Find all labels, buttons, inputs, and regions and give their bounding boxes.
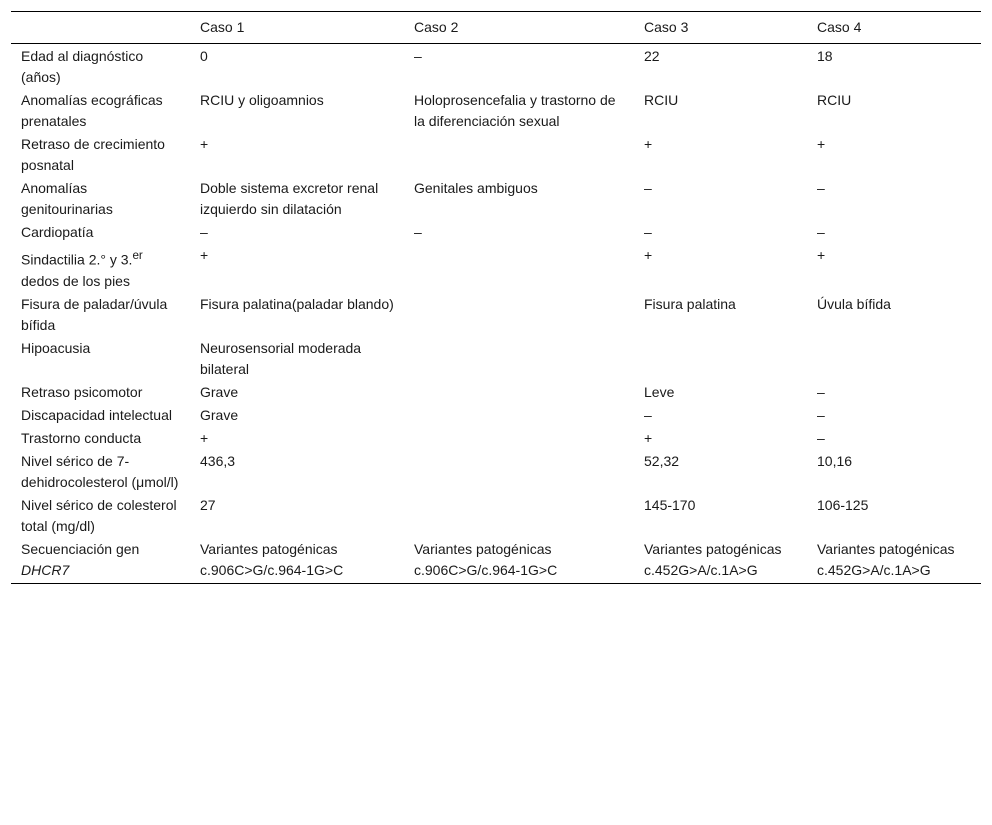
table-cell: –: [644, 180, 652, 196]
table-container: [11, 11, 981, 584]
table-cell: [404, 338, 634, 382]
row-label-text: Sindactilia 2.° y 3.: [21, 251, 133, 268]
table-cell: [807, 338, 981, 382]
table-row: [11, 338, 981, 382]
table-cell: –: [817, 180, 825, 196]
header-caso-4: Caso 4: [817, 19, 862, 35]
table-cell: [404, 294, 634, 338]
row-label: Edad al diagnóstico (años): [21, 48, 144, 85]
table-cell: –: [414, 48, 422, 64]
table-cell: +: [200, 136, 209, 152]
header-row: [11, 12, 981, 44]
table-cell: 0: [200, 48, 208, 64]
row-label: Discapacidad intelectual: [21, 406, 172, 423]
table-cell: RCIU: [644, 92, 679, 108]
table-cell: 106-125: [817, 496, 869, 513]
table-cell: Neurosensorial moderada bilateral: [200, 339, 362, 377]
row-label: Retraso de crecimiento posnatal: [21, 136, 165, 173]
table-cell: +: [644, 247, 653, 263]
table-cell: Variantes patogénicas c.452G>A/c.1A>G: [817, 540, 955, 578]
header-caso-1: Caso 1: [200, 19, 245, 35]
header-caso-2: Caso 2: [414, 19, 459, 35]
table-cell: Holoprosencefalia y trastorno de la diferenciación sexual: [414, 92, 616, 129]
row-label-text: Secuenciación gen: [21, 540, 140, 557]
table-cell: Grave: [200, 406, 239, 423]
row-label-text: dedos de los pies: [21, 272, 130, 289]
table-cell: [404, 134, 634, 178]
table-cell: –: [644, 406, 652, 423]
table-row: [11, 134, 981, 178]
table-cell: Fisura palatina(paladar blando): [200, 295, 394, 312]
table-cell: [404, 428, 634, 451]
table-cell: Fisura palatina: [644, 295, 736, 312]
row-label: Anomalías ecográficas prenatales: [21, 92, 163, 129]
table-cell: Leve: [644, 383, 675, 400]
table-cell: –: [200, 224, 208, 240]
table-cell: +: [817, 247, 826, 263]
table-cell: –: [414, 224, 422, 240]
table-cell: –: [817, 429, 825, 446]
table-row: [11, 451, 981, 495]
table-cell: Variantes patogénicas c.906C>G/c.964-1G>C: [414, 540, 558, 578]
table-cell: 10,16: [817, 452, 853, 469]
table-cell: 18: [817, 48, 833, 64]
table-cell: –: [817, 406, 825, 423]
row-label: Retraso psicomotor: [21, 383, 143, 400]
table-cell: –: [817, 224, 825, 240]
table-row: [11, 90, 981, 134]
table-row: [11, 405, 981, 428]
table-cell: Variantes patogénicas c.906C>G/c.964-1G>C: [200, 540, 344, 578]
row-label: Hipoacusia: [21, 339, 91, 356]
table-cell: 22: [644, 48, 660, 64]
table-cell: RCIU: [817, 92, 852, 108]
header-empty: [11, 12, 190, 44]
table-row: [11, 539, 981, 584]
table-cell: Variantes patogénicas c.452G>A/c.1A>G: [644, 540, 782, 578]
table-cell: Doble sistema excretor renal izquierdo sin dilatación: [200, 180, 379, 217]
row-label: Fisura de paladar/úvula bífida: [21, 295, 168, 333]
table-body: [11, 44, 981, 584]
table-cell: +: [817, 136, 826, 152]
row-label: Anomalías genitourinarias: [21, 180, 113, 217]
row-label: [11, 539, 190, 584]
clinical-cases-table: [11, 11, 981, 584]
row-label: Cardiopatía: [21, 224, 94, 240]
table-cell: [404, 495, 634, 539]
table-cell: [404, 405, 634, 428]
table-header: [11, 12, 981, 44]
table-row: [11, 294, 981, 338]
table-row: [11, 495, 981, 539]
table-row: [11, 178, 981, 222]
row-label: Nivel sérico de 7-dehidrocolesterol (μmol/l): [21, 452, 179, 490]
table-cell: [634, 338, 807, 382]
gene-name: DHCR7: [21, 561, 70, 578]
row-label-superscript: er: [132, 249, 143, 262]
table-cell: RCIU y oligoamnios: [200, 92, 324, 108]
table-cell: +: [644, 429, 653, 446]
table-cell: Úvula bífida: [817, 295, 891, 312]
table-cell: 145-170: [644, 496, 696, 513]
table-cell: [404, 382, 634, 405]
table-cell: +: [200, 247, 209, 263]
header-caso-3: Caso 3: [644, 19, 689, 35]
table-cell: 52,32: [644, 452, 680, 469]
row-label: Trastorno conducta: [21, 429, 142, 446]
table-row: [11, 44, 981, 91]
table-row: [11, 222, 981, 245]
table-row: [11, 382, 981, 405]
table-row: [11, 245, 981, 294]
row-label: [11, 245, 190, 294]
table-cell: Grave: [200, 383, 239, 400]
table-cell: [404, 451, 634, 495]
table-cell: –: [817, 383, 825, 400]
table-cell: +: [644, 136, 653, 152]
table-row: [11, 428, 981, 451]
table-cell: 436,3: [200, 452, 236, 469]
table-cell: +: [200, 429, 209, 446]
table-cell: –: [644, 224, 652, 240]
table-cell: [404, 245, 634, 294]
row-label: Nivel sérico de colesterol total (mg/dl): [21, 496, 177, 534]
table-cell: Genitales ambiguos: [414, 180, 538, 196]
table-cell: 27: [200, 496, 216, 513]
